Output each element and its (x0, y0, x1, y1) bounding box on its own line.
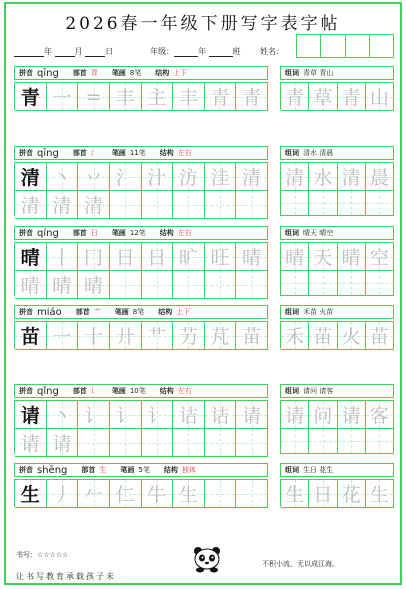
tracing-character[interactable]: 清 (15, 191, 47, 219)
field-label: 笔画 (111, 229, 126, 237)
slogan: 让书写教育承载孩子未 (16, 572, 116, 581)
field-value: qíng (37, 227, 59, 239)
stroke-step[interactable]: 艹 (142, 322, 174, 350)
field-label: 拼音 (19, 466, 33, 474)
word-cell[interactable]: 苗 (309, 322, 337, 350)
stroke-step[interactable]: 青 (205, 83, 237, 111)
model-character[interactable]: 清 (15, 163, 47, 191)
stroke-step[interactable]: 汸 (173, 163, 205, 191)
tracing-character[interactable]: 晴 (15, 271, 47, 299)
rating-label: 书写： (16, 551, 37, 559)
stroke-step[interactable]: 诘 (205, 401, 237, 429)
practice-cell[interactable] (173, 429, 205, 457)
stroke-step[interactable]: 丷 (78, 163, 110, 191)
stroke-step[interactable]: 日 (142, 243, 174, 271)
stroke-step[interactable]: 主 (142, 83, 174, 111)
field-value: 上下 (173, 69, 188, 77)
field-value: 独体 (181, 466, 196, 474)
field-value: shēng (37, 464, 68, 476)
grade-line (150, 46, 241, 57)
words-grid (280, 242, 394, 296)
field-value: 左右 (177, 149, 192, 157)
field-value: qīng (37, 67, 59, 79)
name-label: 姓名： (260, 47, 284, 56)
word-cell[interactable]: 天 (309, 243, 337, 271)
field-value: miáo (37, 306, 62, 318)
field-value: 青 (90, 69, 98, 77)
month-blank[interactable] (55, 48, 75, 57)
practice-cell[interactable] (110, 271, 142, 299)
word-cell[interactable]: 问 (309, 401, 337, 429)
stroke-step[interactable]: 一 (47, 322, 79, 350)
tracing-character[interactable]: 请 (47, 429, 79, 457)
word-cell[interactable] (338, 429, 366, 454)
field-label: 部首 (75, 308, 90, 316)
rating (16, 550, 68, 560)
stroke-step[interactable]: 清 (236, 163, 268, 191)
month-label: 月 (74, 47, 83, 56)
word-cell[interactable]: 清 (338, 163, 366, 191)
stroke-step[interactable]: 生 (173, 480, 205, 508)
stroke-step[interactable]: 请 (236, 401, 268, 429)
word-cell[interactable]: 晴 (338, 243, 366, 271)
model-character[interactable]: 请 (15, 401, 47, 429)
practice-cell[interactable] (205, 271, 237, 299)
word-cell[interactable]: 水 (309, 163, 337, 191)
class-label: 班 (232, 47, 241, 56)
field-value: 艹 (93, 308, 101, 316)
field-value: 上下 (176, 308, 191, 316)
section-header (14, 66, 268, 80)
word-cell[interactable]: 请 (338, 401, 366, 429)
field-value: 8笔 (132, 308, 145, 316)
stroke-step[interactable]: 丶 (47, 401, 79, 429)
field-label: 笔画 (111, 69, 126, 77)
word-cell[interactable] (309, 191, 337, 216)
practice-cell[interactable] (110, 191, 142, 219)
words-value: 晴天 晴空 (303, 229, 334, 237)
word-cell[interactable]: 花 (338, 480, 366, 508)
practice-cell[interactable] (236, 191, 268, 219)
word-cell[interactable]: 禾 (281, 322, 309, 350)
field-value: 生 (99, 466, 107, 474)
practice-cell[interactable] (236, 271, 268, 299)
stroke-step[interactable]: 一 (47, 83, 79, 111)
section-header (14, 305, 268, 319)
words-grid (280, 479, 394, 507)
stroke-step[interactable]: 晴 (236, 243, 268, 271)
field-label: 拼音 (19, 308, 33, 316)
field-value: qǐng (37, 385, 59, 397)
rating-stars[interactable]: ☆☆☆☆☆ (37, 551, 69, 559)
field-value: 11笔 (129, 149, 146, 157)
stroke-step[interactable]: 仁 (110, 480, 142, 508)
words-label: 组词 (285, 149, 299, 157)
field-label: 拼音 (19, 229, 33, 237)
field-value: 氵 (90, 149, 98, 157)
field-label: 结构 (158, 308, 173, 316)
field-label: 笔画 (111, 387, 126, 395)
words-header (280, 146, 394, 160)
stroke-step[interactable]: 讠 (110, 401, 142, 429)
section-header (14, 226, 268, 240)
field-label: 部首 (72, 149, 87, 157)
words-header (280, 384, 394, 398)
grade-blank[interactable] (174, 48, 198, 57)
stroke-step[interactable]: 丶 (47, 163, 79, 191)
tracing-character[interactable]: 请 (15, 429, 47, 457)
field-label: 结构 (163, 466, 178, 474)
practice-cell[interactable] (142, 191, 174, 219)
practice-cell[interactable] (173, 191, 205, 219)
word-cell[interactable]: 晨 (366, 163, 394, 191)
section-header (14, 463, 268, 477)
stroke-step[interactable]: 十 (78, 322, 110, 350)
field-value: qīng (37, 147, 59, 159)
words-header (280, 226, 394, 240)
model-character[interactable]: 青 (15, 83, 47, 111)
words-label: 组词 (285, 466, 299, 474)
practice-cell[interactable] (142, 429, 174, 457)
word-cell[interactable]: 青 (338, 83, 366, 111)
practice-cell[interactable] (110, 429, 142, 457)
stroke-step[interactable]: 汁 (142, 163, 174, 191)
word-cell[interactable] (281, 429, 309, 454)
panda-icon (192, 545, 222, 573)
stroke-step[interactable]: 诘 (173, 401, 205, 429)
practice-cell[interactable] (205, 191, 237, 219)
stroke-step[interactable]: 旺 (205, 243, 237, 271)
word-cell[interactable]: 山 (366, 83, 394, 111)
stroke-step[interactable]: 苗 (236, 322, 268, 350)
field-label: 笔画 (111, 149, 126, 157)
field-value: 5笔 (138, 466, 150, 474)
field-value: 讠 (90, 387, 98, 395)
field-value: 左右 (177, 229, 192, 237)
practice-cell[interactable] (142, 271, 174, 299)
word-cell[interactable]: 日 (309, 480, 337, 508)
stroke-step[interactable]: 牛 (142, 480, 174, 508)
stroke-step[interactable]: 廾 (110, 322, 142, 350)
words-grid (280, 400, 394, 454)
word-cell[interactable]: 生 (281, 480, 309, 508)
section-header (14, 384, 268, 398)
practice-cell[interactable] (236, 480, 268, 508)
words-grid (280, 82, 394, 110)
stroke-step[interactable]: 丰 (173, 83, 205, 111)
stroke-step[interactable]: 氵 (110, 163, 142, 191)
words-value: 禾苗 火苗 (303, 308, 334, 316)
practice-cell[interactable] (78, 429, 110, 457)
words-value: 生日 花生 (303, 466, 334, 474)
word-cell[interactable]: 火 (338, 322, 366, 350)
class-blank[interactable] (209, 48, 233, 57)
model-character[interactable]: 晴 (15, 243, 47, 271)
word-cell[interactable] (281, 191, 309, 216)
field-label: 部首 (72, 387, 87, 395)
grade-year-label: 年 (198, 47, 206, 56)
stroke-step[interactable]: 冂 (78, 243, 110, 271)
tracing-character[interactable]: 晴 (47, 271, 79, 299)
practice-grid (14, 400, 268, 454)
practice-grid (14, 242, 268, 296)
stroke-step[interactable]: 讠 (78, 401, 110, 429)
field-label: 笔画 (114, 308, 129, 316)
field-label: 结构 (159, 387, 174, 395)
name-boxes[interactable] (296, 34, 394, 58)
practice-cell[interactable] (173, 271, 205, 299)
stroke-step[interactable]: 讠 (142, 401, 174, 429)
words-label: 组词 (285, 387, 299, 395)
stroke-step[interactable]: 芃 (205, 322, 237, 350)
stroke-step[interactable]: 丰 (110, 83, 142, 111)
field-label: 结构 (159, 229, 174, 237)
word-cell[interactable] (309, 429, 337, 454)
words-grid (280, 321, 394, 349)
year-label: 年 (44, 47, 52, 56)
practice-grid (14, 479, 268, 507)
stroke-step[interactable]: 芀 (173, 322, 205, 350)
stroke-step[interactable]: = (78, 83, 110, 111)
words-label: 组词 (285, 308, 299, 316)
field-label: 部首 (81, 466, 96, 474)
stroke-step[interactable]: 𠂉 (78, 480, 110, 508)
stroke-step[interactable]: 青 (236, 83, 268, 111)
field-label: 笔画 (120, 466, 135, 474)
word-cell[interactable]: 请 (281, 401, 309, 429)
motto: 不积小流，无以成江海。 (262, 560, 339, 568)
field-label: 拼音 (19, 69, 33, 77)
word-cell[interactable] (338, 191, 366, 216)
model-character[interactable]: 苗 (15, 322, 47, 350)
practice-cell[interactable] (205, 429, 237, 457)
practice-cell[interactable] (205, 480, 237, 508)
field-value: 8笔 (129, 69, 142, 77)
stroke-step[interactable]: 丨 (47, 243, 79, 271)
tracing-character[interactable]: 清 (47, 191, 79, 219)
words-header (280, 463, 394, 477)
words-label: 组词 (285, 229, 299, 237)
field-label: 结构 (155, 69, 170, 77)
word-cell[interactable] (366, 271, 394, 296)
word-cell[interactable]: 晴 (281, 243, 309, 271)
word-cell[interactable]: 空 (366, 243, 394, 271)
field-value: 12笔 (129, 229, 146, 237)
words-value: 清水 清晨 (303, 149, 334, 157)
word-cell[interactable]: 客 (366, 401, 394, 429)
word-cell[interactable] (309, 271, 337, 296)
stroke-step[interactable]: 丿 (47, 480, 79, 508)
section-header (14, 146, 268, 160)
field-label: 拼音 (19, 149, 33, 157)
practice-grid (14, 82, 268, 110)
words-grid (280, 162, 394, 216)
words-value: 青草 青山 (303, 69, 334, 77)
word-cell[interactable]: 生 (366, 480, 394, 508)
stroke-step[interactable]: 旷 (173, 243, 205, 271)
tracing-character[interactable]: 清 (78, 191, 110, 219)
practice-grid (14, 162, 268, 216)
words-header (280, 305, 394, 319)
word-cell[interactable] (281, 271, 309, 296)
year-blank[interactable] (14, 48, 44, 57)
words-label: 组词 (285, 69, 299, 77)
stroke-step[interactable]: 日 (110, 243, 142, 271)
words-header (280, 66, 394, 80)
word-cell[interactable]: 清 (281, 163, 309, 191)
day-blank[interactable] (85, 48, 105, 57)
date-line (14, 46, 113, 57)
word-cell[interactable] (366, 429, 394, 454)
field-label: 拼音 (19, 387, 33, 395)
field-label: 结构 (159, 149, 174, 157)
field-value: 10笔 (129, 387, 146, 395)
word-cell[interactable]: 青 (281, 83, 309, 111)
tracing-character[interactable]: 晴 (78, 271, 110, 299)
field-label: 部首 (72, 69, 87, 77)
word-cell[interactable] (338, 271, 366, 296)
day-label: 日 (105, 47, 114, 56)
model-character[interactable]: 生 (15, 480, 47, 508)
field-label: 部首 (72, 229, 87, 237)
word-cell[interactable]: 苗 (366, 322, 394, 350)
page-title: 2026春一年级下册写字表字帖 (65, 14, 341, 34)
grade-label: 年级： (150, 47, 174, 56)
word-cell[interactable]: 草 (309, 83, 337, 111)
word-cell[interactable] (366, 191, 394, 216)
stroke-step[interactable]: 洼 (205, 163, 237, 191)
practice-cell[interactable] (236, 429, 268, 457)
field-value: 左右 (177, 387, 192, 395)
field-value: 日 (90, 229, 98, 237)
practice-grid (14, 321, 268, 349)
words-value: 请问 请客 (303, 387, 334, 395)
